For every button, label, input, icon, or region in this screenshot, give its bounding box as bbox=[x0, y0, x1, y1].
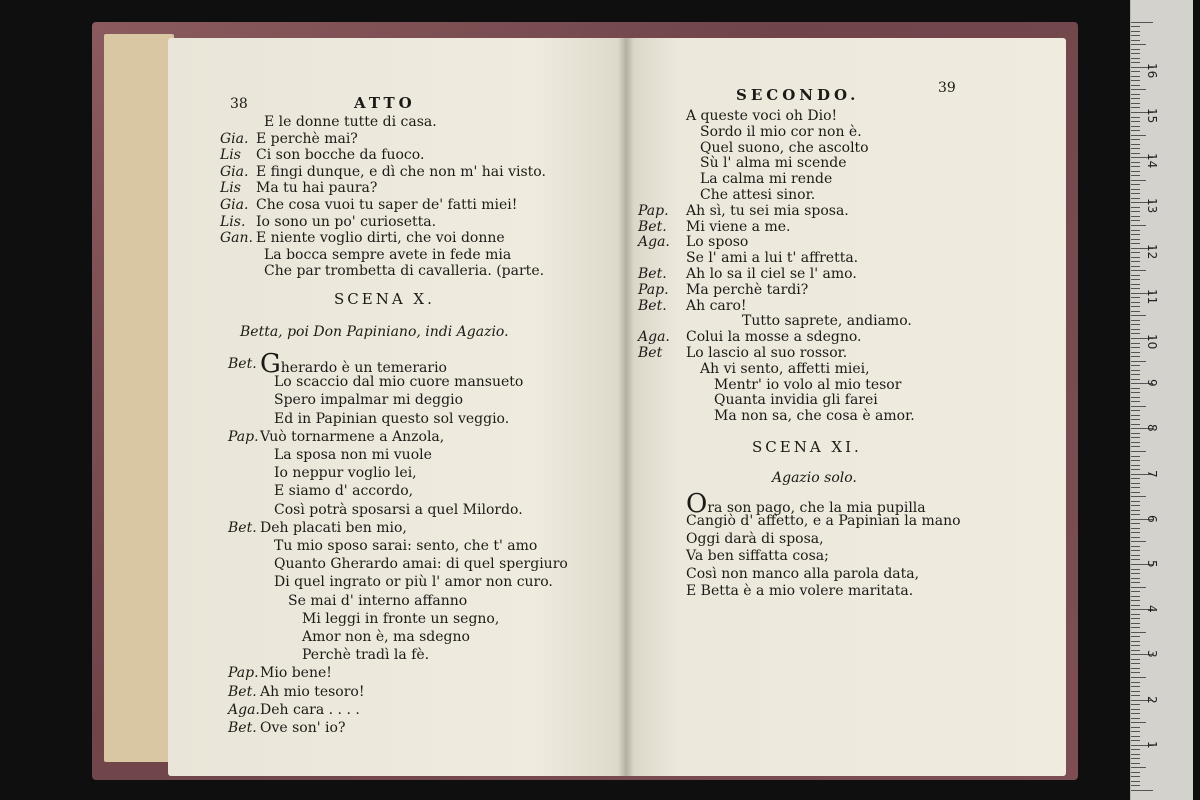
verse-line: E perchè mai? bbox=[256, 130, 358, 147]
verse-line: Quel suono, che ascolto bbox=[700, 139, 869, 156]
verse-line: E niente voglio dirti, che voi donne bbox=[256, 230, 505, 247]
ruler-tick bbox=[1131, 451, 1146, 452]
ruler-tick bbox=[1131, 776, 1140, 777]
verse-line: Deh placati ben mio, bbox=[260, 519, 407, 536]
ruler-tick bbox=[1131, 288, 1140, 289]
ruler-tick bbox=[1131, 505, 1140, 506]
speaker-label: Pap. bbox=[228, 665, 259, 682]
ruler-tick bbox=[1131, 483, 1140, 484]
speaker-label: Bet. bbox=[638, 266, 667, 282]
speaker-label: Aga. bbox=[638, 234, 670, 251]
ruler-tick bbox=[1131, 713, 1140, 714]
ruler-tick bbox=[1131, 550, 1140, 551]
ruler-tick bbox=[1131, 758, 1140, 759]
book-gutter bbox=[618, 38, 634, 776]
verse-line: Mi leggi in fronte un segno, bbox=[302, 610, 500, 627]
ruler-tick bbox=[1131, 85, 1140, 86]
ruler-tick bbox=[1131, 53, 1140, 54]
ruler-tick bbox=[1131, 284, 1140, 285]
verse-line: Ci son bocche da fuoco. bbox=[256, 147, 425, 164]
ruler-tick bbox=[1131, 343, 1140, 344]
verse-line: Gherardo è un temerario bbox=[260, 349, 447, 379]
verse-line: E fingi dunque, e dì che non m' hai visto. bbox=[256, 163, 546, 180]
scene-subtitle: Betta, poi Don Papiniano, indi Agazio. bbox=[240, 324, 509, 340]
verse-line: Io neppur voglio lei, bbox=[274, 465, 417, 482]
ruler-tick bbox=[1131, 239, 1140, 240]
ruler-tick bbox=[1131, 677, 1146, 678]
verse-line: Sù l' alma mi scende bbox=[700, 155, 847, 172]
ruler-tick bbox=[1131, 559, 1140, 560]
ruler-tick bbox=[1131, 781, 1140, 782]
verse-line: Tutto saprete, andiamo. bbox=[742, 313, 912, 330]
ruler-tick bbox=[1131, 98, 1140, 99]
verse-line: Lo scaccio dal mio cuore mansueto bbox=[274, 374, 524, 391]
verse-line: Lo lascio al suo rossor. bbox=[686, 345, 848, 361]
ruler-tick bbox=[1131, 510, 1140, 511]
ruler-tick bbox=[1131, 62, 1140, 63]
ruler-tick bbox=[1131, 184, 1140, 185]
verse-line: Perchè tradì la fè. bbox=[302, 647, 430, 664]
verse-line: Tu mio sposo sarai: sento, che t' amo bbox=[274, 538, 538, 554]
speaker-label: Bet. bbox=[638, 297, 667, 314]
ruler-tick bbox=[1131, 193, 1140, 194]
verse-line: Ma perchè tardi? bbox=[686, 281, 809, 298]
speaker-label: Bet. bbox=[228, 720, 257, 736]
running-head: SECONDO. bbox=[736, 86, 860, 104]
ruler-label: 3 bbox=[1145, 650, 1159, 659]
verse-line: Lo sposo bbox=[686, 234, 749, 251]
ruler-tick bbox=[1131, 40, 1140, 41]
ruler-tick bbox=[1131, 71, 1140, 72]
ruler-label: 15 bbox=[1145, 108, 1159, 124]
ruler-tick bbox=[1131, 433, 1140, 434]
ruler-tick bbox=[1131, 126, 1140, 127]
verse-line: Mi viene a me. bbox=[686, 218, 791, 235]
ruler-tick bbox=[1131, 668, 1140, 669]
verse-line: Quanta invidia gli farei bbox=[714, 392, 878, 409]
ruler-tick bbox=[1131, 740, 1140, 741]
ruler-tick bbox=[1131, 162, 1140, 163]
verse-line: Ma non sa, che cosa è amor. bbox=[714, 408, 915, 425]
ruler-tick bbox=[1131, 58, 1140, 59]
ruler-tick bbox=[1131, 541, 1146, 542]
verse-line: Ove son' io? bbox=[260, 720, 346, 736]
ruler-tick bbox=[1131, 573, 1140, 574]
ruler-tick bbox=[1131, 379, 1140, 380]
speaker-label: Bet. bbox=[228, 519, 257, 536]
ruler-tick bbox=[1131, 347, 1140, 348]
verse-line: Ah lo sa il ciel se l' amo. bbox=[686, 266, 857, 282]
speaker-label: Aga. bbox=[638, 329, 670, 346]
ruler-tick bbox=[1131, 546, 1140, 547]
ruler-tick bbox=[1131, 103, 1140, 104]
ruler-tick bbox=[1131, 388, 1140, 389]
ruler-tick bbox=[1131, 555, 1140, 556]
ruler-tick bbox=[1131, 682, 1140, 683]
ruler-tick bbox=[1131, 469, 1140, 470]
verse-line: La calma mi rende bbox=[700, 171, 833, 188]
ruler-tick bbox=[1131, 257, 1140, 258]
ruler-label: 1 bbox=[1145, 740, 1159, 749]
ruler-tick bbox=[1131, 171, 1140, 172]
ruler-label: 16 bbox=[1145, 62, 1159, 79]
ruler-tick bbox=[1131, 26, 1140, 27]
ruler-tick bbox=[1131, 627, 1140, 628]
verse-line: Mentr' io volo al mio tesor bbox=[714, 376, 902, 393]
verse-line: Deh cara . . . . bbox=[260, 701, 360, 718]
ruler-tick bbox=[1131, 153, 1140, 154]
ruler-tick bbox=[1131, 659, 1140, 660]
verse-line: Ed in Papinian questo sol veggio. bbox=[274, 410, 510, 427]
ruler-tick bbox=[1131, 401, 1140, 402]
ruler-label: 9 bbox=[1145, 379, 1159, 387]
speaker-label: Gia. bbox=[220, 163, 249, 180]
verse-line: Oggi darà di sposa, bbox=[686, 530, 824, 547]
ruler-tick bbox=[1131, 107, 1140, 108]
speaker-label: Bet bbox=[638, 345, 663, 361]
ruler-tick bbox=[1131, 365, 1140, 366]
ruler-tick bbox=[1131, 135, 1146, 136]
ruler-tick bbox=[1131, 446, 1140, 447]
speaker-label: Aga. bbox=[228, 701, 260, 718]
ruler-tick bbox=[1131, 406, 1146, 407]
ruler-tick bbox=[1131, 243, 1140, 244]
ruler-tick bbox=[1131, 487, 1140, 488]
verse-line: E Betta è a mio volere maritata. bbox=[686, 583, 914, 599]
ruler-label: 12 bbox=[1145, 243, 1159, 259]
ruler-tick bbox=[1131, 198, 1140, 199]
ruler-tick bbox=[1131, 632, 1146, 633]
ruler-tick bbox=[1131, 279, 1140, 280]
ruler-label: 10 bbox=[1145, 334, 1159, 350]
ruler-tick bbox=[1131, 578, 1140, 579]
verse-line: Ora son pago, che la mia pupilla bbox=[686, 489, 926, 519]
endpaper bbox=[104, 34, 174, 762]
ruler-tick bbox=[1131, 44, 1146, 45]
ruler-tick bbox=[1131, 650, 1140, 651]
ruler-tick bbox=[1131, 591, 1140, 592]
ruler-tick bbox=[1131, 89, 1146, 90]
ruler-tick bbox=[1131, 361, 1146, 362]
ruler-tick bbox=[1131, 261, 1140, 262]
ruler-tick bbox=[1131, 374, 1140, 375]
ruler-tick bbox=[1131, 672, 1140, 673]
speaker-label: Pap. bbox=[638, 281, 669, 298]
ruler-tick bbox=[1131, 663, 1140, 664]
ruler-tick bbox=[1131, 211, 1140, 212]
speaker-label: Gan. bbox=[220, 230, 253, 247]
verse-line: Così potrà sposarsi a quel Milordo. bbox=[274, 501, 523, 518]
verse-line: Che attesi sinor. bbox=[700, 187, 816, 203]
verse-line: Quanto Gherardo amai: di quel spergiuro bbox=[274, 556, 568, 573]
verse-line: Vuò tornarmene a Anzola, bbox=[260, 428, 445, 445]
ruler-tick bbox=[1131, 252, 1140, 253]
ruler-tick bbox=[1131, 320, 1140, 321]
ruler-tick bbox=[1131, 582, 1140, 583]
verse-line: Mio bene! bbox=[260, 665, 332, 682]
ruler-tick bbox=[1131, 727, 1140, 728]
ruler-tick bbox=[1131, 731, 1140, 732]
ruler-label: 8 bbox=[1145, 424, 1159, 433]
ruler-tick bbox=[1131, 80, 1140, 81]
ruler-tick bbox=[1131, 704, 1140, 705]
page-number: 39 bbox=[938, 80, 956, 96]
verse-line: Sordo il mio cor non è. bbox=[700, 123, 862, 140]
ruler-tick bbox=[1131, 528, 1140, 529]
ruler-label: 11 bbox=[1145, 288, 1159, 305]
ruler-tick bbox=[1131, 94, 1140, 95]
ruler-tick bbox=[1131, 686, 1140, 687]
ruler-tick bbox=[1131, 695, 1140, 696]
ruler-tick bbox=[1131, 148, 1140, 149]
ruler-tick bbox=[1131, 514, 1140, 515]
ruler-tick bbox=[1131, 266, 1140, 267]
verse-line: Cangiò d' affetto, e a Papinian la mano bbox=[686, 513, 961, 530]
ruler-tick bbox=[1131, 785, 1140, 786]
ruler-tick bbox=[1131, 537, 1140, 538]
ruler-tick bbox=[1131, 180, 1146, 181]
speaker-label: Pap. bbox=[638, 202, 669, 219]
ruler-tick bbox=[1131, 790, 1153, 791]
verse-line: Se mai d' interno affanno bbox=[288, 592, 468, 609]
verse-line: Che cosa vuoi tu saper de' fatti miei! bbox=[256, 197, 518, 213]
ruler-label: 7 bbox=[1145, 469, 1159, 478]
ruler-label: 13 bbox=[1145, 198, 1159, 214]
left-page bbox=[168, 38, 626, 776]
ruler-tick bbox=[1131, 415, 1140, 416]
ruler-tick bbox=[1131, 722, 1146, 723]
speaker-label: Bet. bbox=[228, 356, 257, 372]
ruler-tick bbox=[1131, 230, 1140, 231]
ruler-tick bbox=[1131, 189, 1140, 190]
ruler-tick bbox=[1131, 275, 1140, 276]
ruler-tick bbox=[1131, 569, 1140, 570]
ruler-tick bbox=[1131, 306, 1140, 307]
ruler-tick bbox=[1131, 496, 1146, 497]
scene-title: SCENA XI. bbox=[752, 438, 862, 456]
ruler-tick bbox=[1131, 234, 1140, 235]
ruler-tick bbox=[1131, 311, 1140, 312]
ruler-tick bbox=[1131, 754, 1140, 755]
ruler-tick bbox=[1131, 623, 1140, 624]
ruler-tick bbox=[1131, 22, 1153, 23]
verse-line: Ah caro! bbox=[686, 297, 747, 314]
ruler-tick bbox=[1131, 35, 1140, 36]
speaker-label: Bet. bbox=[228, 683, 257, 700]
ruler-tick bbox=[1131, 437, 1140, 438]
ruler-tick bbox=[1131, 121, 1140, 122]
ruler-label: 4 bbox=[1145, 605, 1159, 613]
verse-line: Che par trombetta di cavalleria. (parte. bbox=[264, 263, 545, 280]
ruler-tick bbox=[1131, 166, 1140, 167]
ruler-tick bbox=[1131, 767, 1146, 768]
verse-line: Di quel ingrato or più l' amor non curo. bbox=[274, 574, 553, 591]
verse-line: A queste voci oh Dio! bbox=[686, 108, 838, 124]
speaker-label: Lis bbox=[220, 180, 241, 197]
verse-line: La bocca sempre avete in fede mia bbox=[264, 246, 512, 263]
ruler-tick bbox=[1131, 117, 1140, 118]
ruler-tick bbox=[1131, 220, 1140, 221]
ruler-tick bbox=[1131, 424, 1140, 425]
ruler-tick bbox=[1131, 329, 1140, 330]
running-head: ATTO bbox=[354, 94, 416, 112]
ruler-tick bbox=[1131, 392, 1140, 393]
verse-line: La sposa non mi vuole bbox=[274, 447, 432, 463]
ruler-tick bbox=[1131, 297, 1140, 298]
verse-line: Così non manco alla parola data, bbox=[686, 565, 920, 582]
ruler-tick bbox=[1131, 130, 1140, 131]
speaker-label: Bet. bbox=[638, 218, 667, 235]
ruler-tick bbox=[1131, 456, 1140, 457]
ruler-tick bbox=[1131, 207, 1140, 208]
ruler-tick bbox=[1131, 49, 1140, 50]
speaker-label: Lis. bbox=[220, 213, 246, 230]
ruler-tick bbox=[1131, 31, 1140, 32]
ruler-tick bbox=[1131, 501, 1140, 502]
verse-line: Spero impalmar mi deggio bbox=[274, 392, 463, 409]
ruler-tick bbox=[1131, 614, 1140, 615]
ruler-tick bbox=[1131, 175, 1140, 176]
ruler-tick bbox=[1131, 144, 1140, 145]
ruler-tick bbox=[1131, 324, 1140, 325]
ruler-label: 6 bbox=[1145, 514, 1159, 523]
ruler-tick bbox=[1131, 333, 1140, 334]
ruler-tick bbox=[1131, 645, 1140, 646]
ruler-tick bbox=[1131, 605, 1140, 606]
ruler-tick bbox=[1131, 442, 1140, 443]
ruler-tick bbox=[1131, 270, 1146, 271]
ruler-tick bbox=[1131, 302, 1140, 303]
ruler-tick bbox=[1131, 410, 1140, 411]
speaker-label: Gia. bbox=[220, 130, 249, 147]
verse-line: Amor non è, ma sdegno bbox=[302, 629, 470, 645]
ruler-tick bbox=[1131, 370, 1140, 371]
ruler-tick bbox=[1131, 139, 1140, 140]
ruler-tick bbox=[1131, 315, 1146, 316]
ruler-tick bbox=[1131, 691, 1140, 692]
ruler-tick bbox=[1131, 641, 1140, 642]
verse-line: E le donne tutte di casa. bbox=[264, 114, 437, 130]
verse-line: Se l' ami a lui t' affretta. bbox=[686, 250, 859, 267]
ruler-tick bbox=[1131, 636, 1140, 637]
ruler-tick bbox=[1131, 460, 1140, 461]
ruler-tick bbox=[1131, 749, 1140, 750]
verse-line: Io sono un po' curiosetta. bbox=[256, 213, 437, 230]
scene-subtitle: Agazio solo. bbox=[772, 470, 857, 486]
ruler-tick bbox=[1131, 492, 1140, 493]
speaker-label: Gia. bbox=[220, 197, 249, 213]
ruler-tick bbox=[1131, 216, 1140, 217]
ruler-tick bbox=[1131, 587, 1146, 588]
ruler-tick bbox=[1131, 532, 1140, 533]
ruler-tick bbox=[1131, 352, 1140, 353]
speaker-label: Lis bbox=[220, 147, 241, 164]
ruler-tick bbox=[1131, 718, 1140, 719]
ruler-tick bbox=[1131, 478, 1140, 479]
page-number: 38 bbox=[230, 96, 248, 112]
ruler-tick bbox=[1131, 225, 1146, 226]
verse-line: Colui la mosse a sdegno. bbox=[686, 329, 862, 346]
measuring-ruler bbox=[1130, 0, 1193, 800]
verse-line: Ah vi sento, affetti miei, bbox=[700, 360, 870, 377]
ruler-tick bbox=[1131, 465, 1140, 466]
ruler-tick bbox=[1131, 736, 1140, 737]
verse-line: Ma tu hai paura? bbox=[256, 180, 378, 197]
ruler-label: 2 bbox=[1145, 695, 1159, 704]
ruler-tick bbox=[1131, 523, 1140, 524]
right-page bbox=[626, 38, 1066, 776]
verse-line: Va ben siffatta cosa; bbox=[686, 548, 829, 565]
ruler-tick bbox=[1131, 356, 1140, 357]
ruler-label: 5 bbox=[1145, 560, 1159, 568]
ruler-tick bbox=[1131, 618, 1140, 619]
ruler-tick bbox=[1131, 709, 1140, 710]
scene-title: SCENA X. bbox=[334, 290, 435, 308]
ruler-tick bbox=[1131, 76, 1140, 77]
ruler-tick bbox=[1131, 397, 1140, 398]
speaker-label: Pap. bbox=[228, 428, 259, 445]
verse-line: Ah sì, tu sei mia sposa. bbox=[686, 202, 849, 219]
verse-line: Ah mio tesoro! bbox=[260, 683, 365, 700]
ruler-tick bbox=[1131, 772, 1140, 773]
ruler-tick bbox=[1131, 596, 1140, 597]
ruler-tick bbox=[1131, 419, 1140, 420]
ruler-tick bbox=[1131, 763, 1140, 764]
verse-line: E siamo d' accordo, bbox=[274, 483, 414, 500]
ruler-label: 14 bbox=[1145, 153, 1159, 169]
ruler-tick bbox=[1131, 600, 1140, 601]
